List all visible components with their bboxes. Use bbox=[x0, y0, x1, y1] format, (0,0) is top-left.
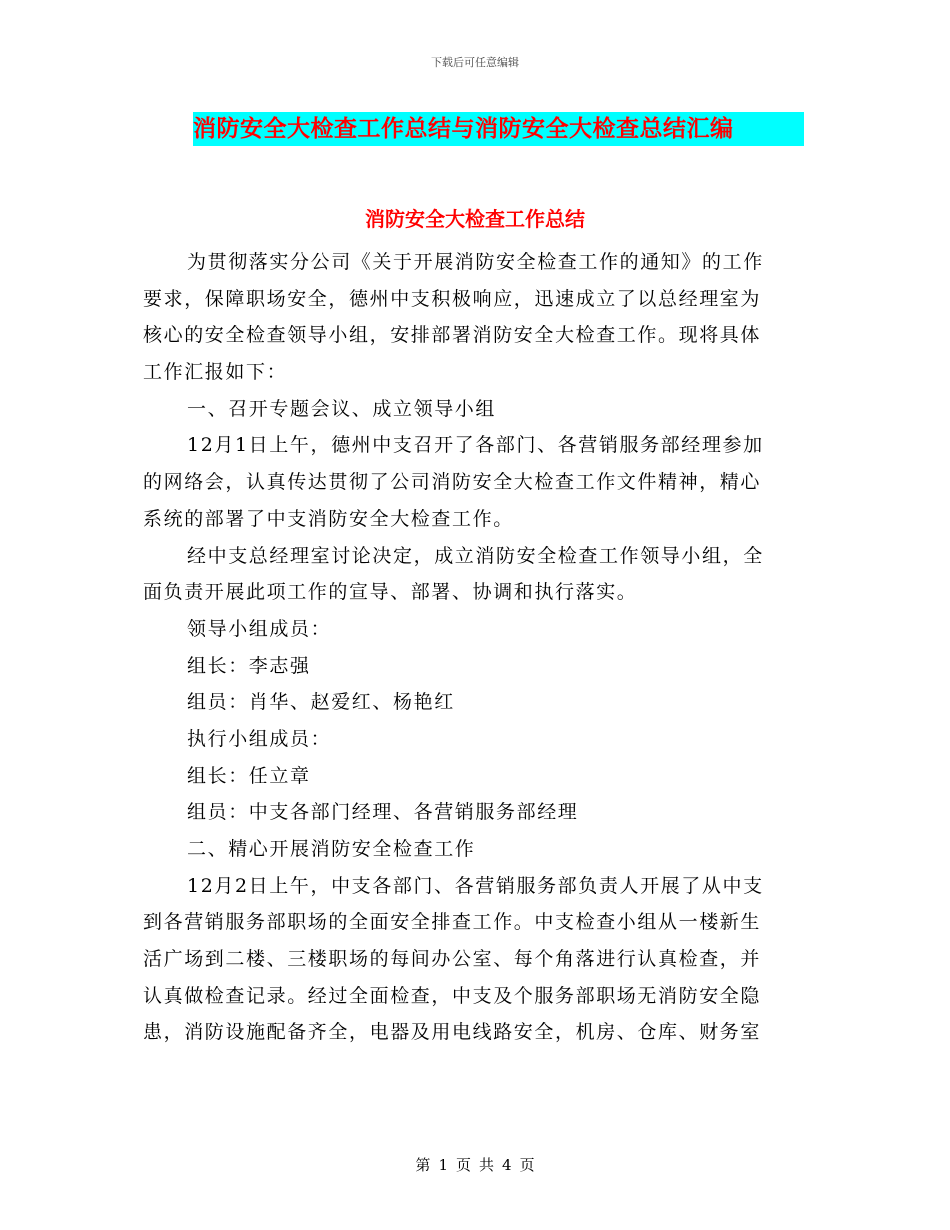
main-title: 消防安全大检查工作总结与消防安全大检查总结汇编 bbox=[193, 116, 734, 142]
body-line: 12月1日上午，德州中支召开了各部门、各营销服务部经理参加 bbox=[187, 434, 764, 457]
body-line: 领导小组成员： bbox=[187, 617, 332, 640]
body-line: 组员：中支各部门经理、各营销服务部经理 bbox=[187, 801, 579, 824]
body-line: 到各营销服务部职场的全面安全排查工作。中支检查小组从一楼新生 bbox=[143, 911, 762, 934]
body-line: 工作汇报如下： bbox=[143, 361, 288, 384]
body-line: 的网络会，认真传达贯彻了公司消防安全大检查工作文件精神，精心 bbox=[143, 471, 762, 494]
body-line: 组员：肖华、赵爱红、杨艳红 bbox=[187, 691, 455, 714]
footer-total-label: 共 bbox=[479, 1156, 495, 1174]
footer-page-label: 页 bbox=[455, 1156, 471, 1174]
section-title: 消防安全大检查工作总结 bbox=[365, 207, 585, 231]
body-line: 组长：任立章 bbox=[187, 764, 311, 787]
body-line: 二、精心开展消防安全检查工作 bbox=[187, 838, 476, 860]
body-line: 经中支总经理室讨论决定，成立消防安全检查工作领导小组，全 bbox=[187, 544, 764, 567]
page-footer bbox=[0, 1154, 950, 1175]
footer-total-pages: 4 bbox=[502, 1156, 512, 1174]
body-line: 组长：李志强 bbox=[187, 654, 311, 677]
body-line: 12月2日上午，中支各部门、各营销服务部负责人开展了从中支 bbox=[187, 874, 764, 897]
body-line: 一、召开专题会议、成立领导小组 bbox=[187, 397, 497, 420]
body-line: 核心的安全检查领导小组，安排部署消防安全大检查工作。现将具体 bbox=[143, 324, 762, 347]
page-header-note: 下载后可任意编辑 bbox=[431, 56, 519, 69]
body-line: 系统的部署了中支消防安全大检查工作。 bbox=[143, 507, 514, 530]
body-line: 为贯彻落实分公司《关于开展消防安全检查工作的通知》的工作 bbox=[187, 251, 764, 273]
body-line: 执行小组成员： bbox=[187, 727, 332, 750]
body-line: 患，消防设施配备齐全，电器及用电线路安全，机房、仓库、财务室 bbox=[143, 1021, 762, 1044]
footer-suffix: 页 bbox=[519, 1156, 535, 1174]
body-line: 活广场到二楼、三楼职场的每间办公室、每个角落进行认真检查，并 bbox=[143, 948, 762, 971]
body-line: 面负责开展此项工作的宣导、部署、协调和执行落实。 bbox=[143, 581, 638, 604]
body-line: 认真做检查记录。经过全面检查，中支及个服务部职场无消防安全隐 bbox=[143, 984, 762, 1007]
body-line: 要求，保障职场安全，德州中支积极响应，迅速成立了以总经理室为 bbox=[143, 287, 762, 310]
footer-prefix: 第 bbox=[415, 1156, 431, 1174]
footer-page-number: 1 bbox=[438, 1156, 448, 1174]
document-body bbox=[143, 244, 803, 1051]
